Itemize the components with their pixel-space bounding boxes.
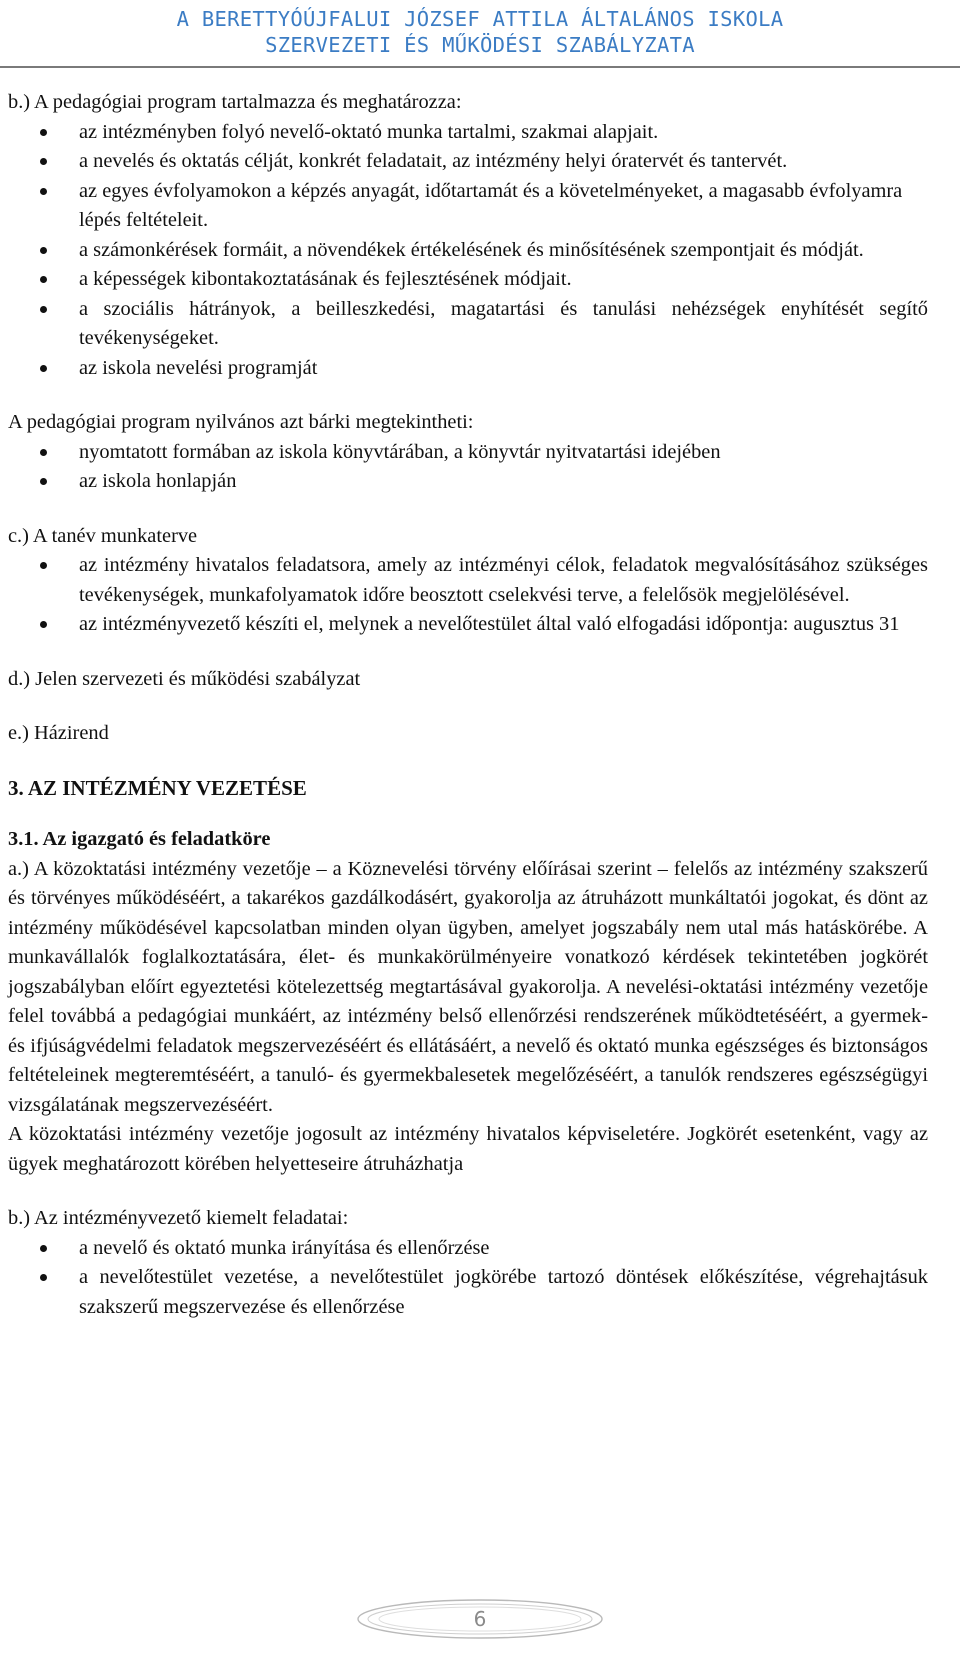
bullet-icon xyxy=(40,247,47,254)
bullet-icon xyxy=(40,562,47,569)
list-item: nyomtatott formában az iskola könyvtárában, a könyvtár nyitvatartási idejében xyxy=(8,438,928,468)
section-b-title: b.) A pedagógiai program tartalmazza és meghatározza: xyxy=(8,91,462,113)
list-item: az egyes évfolyamokon a képzés anyagát, időtartamát és a követelményeket, a magasabb évfolyamra lépés feltételeit. xyxy=(8,177,928,236)
section-b2-title: b.) Az intézményvezető kiemelt feladatai: xyxy=(8,1207,349,1229)
bullet-icon xyxy=(40,365,47,372)
section-b2-list xyxy=(8,1234,928,1323)
bullet-icon xyxy=(40,478,47,485)
bullet-icon xyxy=(40,1245,47,1252)
subchapter-title: 3.1. Az igazgató és feladatköre xyxy=(8,828,271,850)
list-item: az iskola honlapján xyxy=(8,467,928,497)
bullet-icon xyxy=(40,1274,47,1281)
list-item: az iskola nevelési programját xyxy=(8,354,928,384)
section-e-title: e.) Házirend xyxy=(8,722,109,744)
list-item: a képességek kibontakoztatásának és fejlesztésének módjait. xyxy=(8,265,928,295)
bullet-icon xyxy=(40,621,47,628)
list-item: a nevelés és oktatás célját, konkrét feladatait, az intézmény helyi óratervét és tantervét. xyxy=(8,147,928,177)
section-c-list xyxy=(8,551,928,640)
paragraph-a: a.) A közoktatási intézmény vezetője – a Köznevelési törvény előírásai szerint – felelős az intézmény szakszerű és törvényes működéséért, a takarékos gazdálkodásért, gyakorolja az átruházott munkáltatói jogokat, és dönt az intézmény működésével kapcsolatban minden olyan ügyben, amelyet jogszabály nem utal más hatáskörébe. A munkavállalók foglalkoztatására, élet- és munkakörülményeire vonatkozó kérdések tekintetében jogkörét jogszabályban előírt egyeztetési kötelezettség megtartásával gyakorolja. A nevelési-oktatási intézmény vezetője felel továbbá a pedagógiai munkáért, az intézmény belső ellenőrzési rendszerének működtetéséért, a gyermek- és ifjúságvédelmi feladatok megszervezéséért és ellátásáért, a nevelő és oktató munka egészséges és biztonságos feltételeinek megteremtéséért, a tanuló- és gyermekbalesetek megelőzéséért, a tanulók rendszeres egészségügyi vizsgálatának megszervezéséért. xyxy=(8,857,928,1116)
list-item: az intézményben folyó nevelő-oktató munka tartalmi, szakmai alapjait. xyxy=(8,118,928,148)
bullet-icon xyxy=(40,449,47,456)
list-item: a számonkérések formáit, a növendékek értékelésének és minősítésének szempontjait és módját. xyxy=(8,236,928,266)
section-b-list xyxy=(8,118,928,384)
bullet-icon xyxy=(40,129,47,136)
bullet-icon xyxy=(40,158,47,165)
page-footer xyxy=(355,1597,605,1641)
list-item: az intézmény hivatalos feladatsora, amely az intézményi célok, feladatok megvalósításához szükséges tevékenységek, munkafolyamatok időre beosztott cselekvési terve, a felelősök megjelölésével. xyxy=(8,551,928,610)
section-d-title: d.) Jelen szervezeti és működési szabályzat xyxy=(8,667,361,690)
list-item: a szociális hátrányok, a beilleszkedési, magatartási és tanulási nehézségek enyhítését segítő tevékenységeket. xyxy=(8,295,928,354)
public-list xyxy=(8,438,928,497)
paragraph-a-continued: A közoktatási intézmény vezetője jogosult az intézmény hivatalos képviseletére. Jogkörét esetenként, vagy az ügyek meghatározott körében helyetteseire átruházhatja xyxy=(8,1123,928,1175)
header-line-2: SZERVEZETI ÉS MŰKÖDÉSI SZABÁLYZATA xyxy=(265,33,695,57)
chapter-title: 3. AZ INTÉZMÉNY VEZETÉSE xyxy=(8,775,307,800)
list-item: az intézményvezető készíti el, melynek a nevelőtestület által való elfogadási időpontja: augusztus 31 xyxy=(8,610,928,640)
section-c-title: c.) A tanév munkaterve xyxy=(8,524,198,547)
list-item: a nevelő és oktató munka irányítása és ellenőrzése xyxy=(8,1234,928,1264)
header-line-1: A BERETTYÓÚJFALUI JÓZSEF ATTILA ÁLTALÁNOS ISKOLA xyxy=(176,7,784,31)
bullet-icon xyxy=(40,276,47,283)
bullet-icon xyxy=(40,188,47,195)
header-divider xyxy=(0,66,960,68)
document-body xyxy=(8,88,928,1322)
bullet-icon xyxy=(40,306,47,313)
list-item: a nevelőtestület vezetése, a nevelőtestület jogkörébe tartozó döntések előkészítése, végrehajtásuk szakszerű megszervezése és ellenőrzése xyxy=(8,1263,928,1322)
page-header xyxy=(0,6,960,58)
page-number: 6 xyxy=(473,1607,487,1631)
public-title: A pedagógiai program nyilvános azt bárki megtekintheti: xyxy=(8,411,474,433)
